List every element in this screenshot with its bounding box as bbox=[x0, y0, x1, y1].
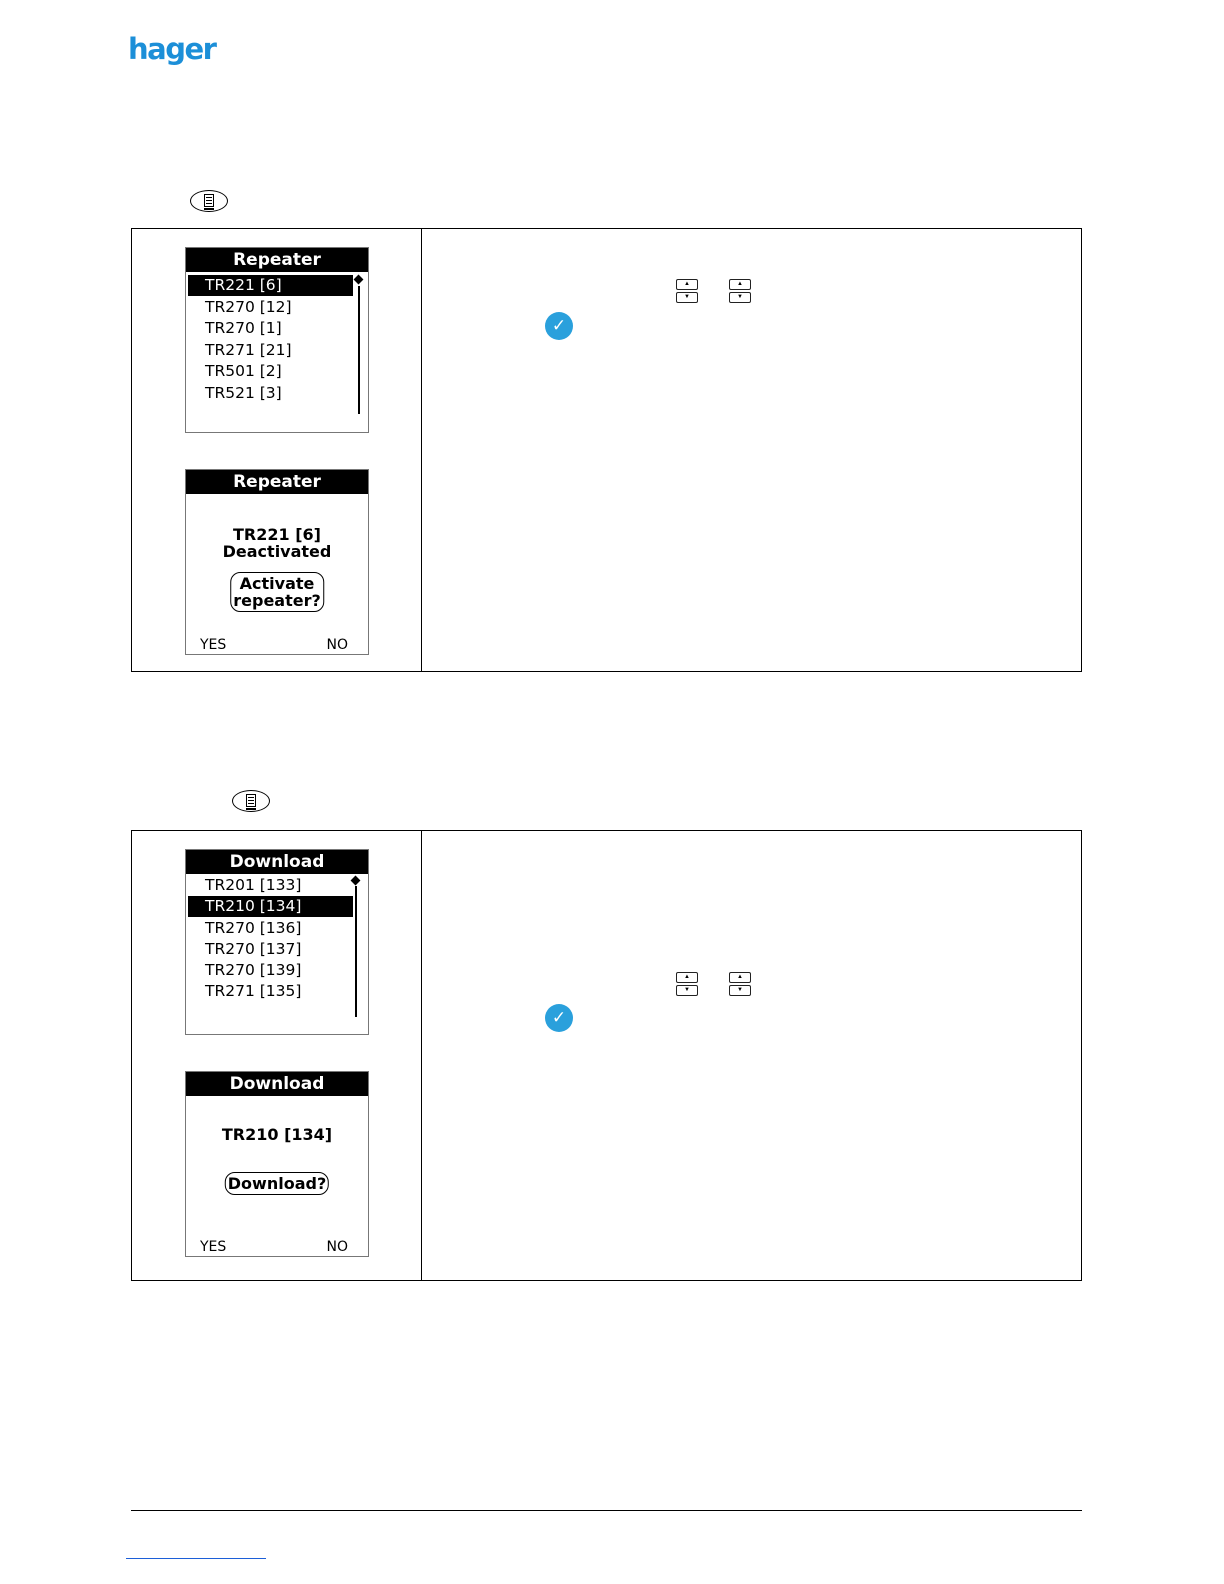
no-softkey[interactable]: NO bbox=[326, 1239, 348, 1255]
up-down-keys-icon bbox=[676, 972, 698, 996]
device-menu-icon bbox=[190, 190, 228, 212]
download-list-screen bbox=[185, 849, 369, 1035]
list-item[interactable]: TR271 [135] bbox=[205, 982, 302, 1000]
down-key-icon: ▼ bbox=[729, 292, 751, 303]
scrollbar[interactable] bbox=[355, 886, 357, 1017]
list-item[interactable]: TR270 [1] bbox=[205, 319, 282, 337]
list-item[interactable]: TR270 [137] bbox=[205, 940, 302, 958]
check-circle-icon: ✓ bbox=[545, 1004, 573, 1032]
list-item[interactable]: TR270 [136] bbox=[205, 919, 302, 937]
device-status: Deactivated bbox=[222, 542, 332, 561]
hager-logo: hager bbox=[128, 32, 216, 66]
up-key-icon: ▲ bbox=[676, 279, 698, 290]
down-key-icon: ▼ bbox=[676, 985, 698, 996]
activate-repeater-prompt[interactable] bbox=[230, 572, 324, 612]
column-divider bbox=[421, 831, 422, 1280]
list-item-selected[interactable]: TR210 [134] bbox=[188, 896, 353, 917]
prompt-line: Activate bbox=[239, 574, 315, 593]
up-down-keys-icon bbox=[729, 279, 751, 303]
up-key-icon: ▲ bbox=[676, 972, 698, 983]
down-key-icon: ▼ bbox=[676, 292, 698, 303]
list-item[interactable]: TR271 [21] bbox=[205, 341, 292, 359]
up-down-keys-icon bbox=[676, 279, 698, 303]
scroll-position-indicator bbox=[354, 275, 364, 285]
repeater-section bbox=[131, 228, 1082, 672]
yes-softkey[interactable]: YES bbox=[200, 637, 227, 653]
column-divider bbox=[421, 229, 422, 671]
screen-title: Repeater bbox=[186, 470, 368, 494]
list-item[interactable]: TR201 [133] bbox=[205, 876, 302, 894]
down-key-icon: ▼ bbox=[729, 985, 751, 996]
up-key-icon: ▲ bbox=[729, 279, 751, 290]
footer-link-underline[interactable] bbox=[126, 1558, 266, 1559]
check-circle-icon: ✓ bbox=[545, 312, 573, 340]
download-prompt[interactable]: Download? bbox=[225, 1172, 329, 1195]
up-key-icon: ▲ bbox=[729, 972, 751, 983]
device-name: TR210 [134] bbox=[221, 1125, 333, 1144]
screen-title: Download bbox=[186, 850, 368, 874]
no-softkey[interactable]: NO bbox=[326, 637, 348, 653]
screen-title: Repeater bbox=[186, 248, 368, 272]
device-name: TR221 [6] bbox=[233, 525, 321, 544]
repeater-dialog-screen bbox=[185, 469, 369, 655]
device-menu-icon bbox=[232, 790, 270, 812]
footer-rule bbox=[131, 1510, 1082, 1511]
list-item[interactable]: TR270 [12] bbox=[205, 298, 292, 316]
scrollbar[interactable] bbox=[358, 286, 360, 414]
prompt-line: repeater? bbox=[233, 591, 321, 610]
list-item[interactable]: TR501 [2] bbox=[205, 362, 282, 380]
list-item-selected[interactable]: TR221 [6] bbox=[188, 275, 353, 296]
list-item[interactable]: TR521 [3] bbox=[205, 384, 282, 402]
screen-title: Download bbox=[186, 1072, 368, 1096]
download-dialog-screen bbox=[185, 1071, 369, 1257]
download-section bbox=[131, 830, 1082, 1281]
list-item[interactable]: TR270 [139] bbox=[205, 961, 302, 979]
up-down-keys-icon bbox=[729, 972, 751, 996]
yes-softkey[interactable]: YES bbox=[200, 1239, 227, 1255]
repeater-list-screen bbox=[185, 247, 369, 433]
